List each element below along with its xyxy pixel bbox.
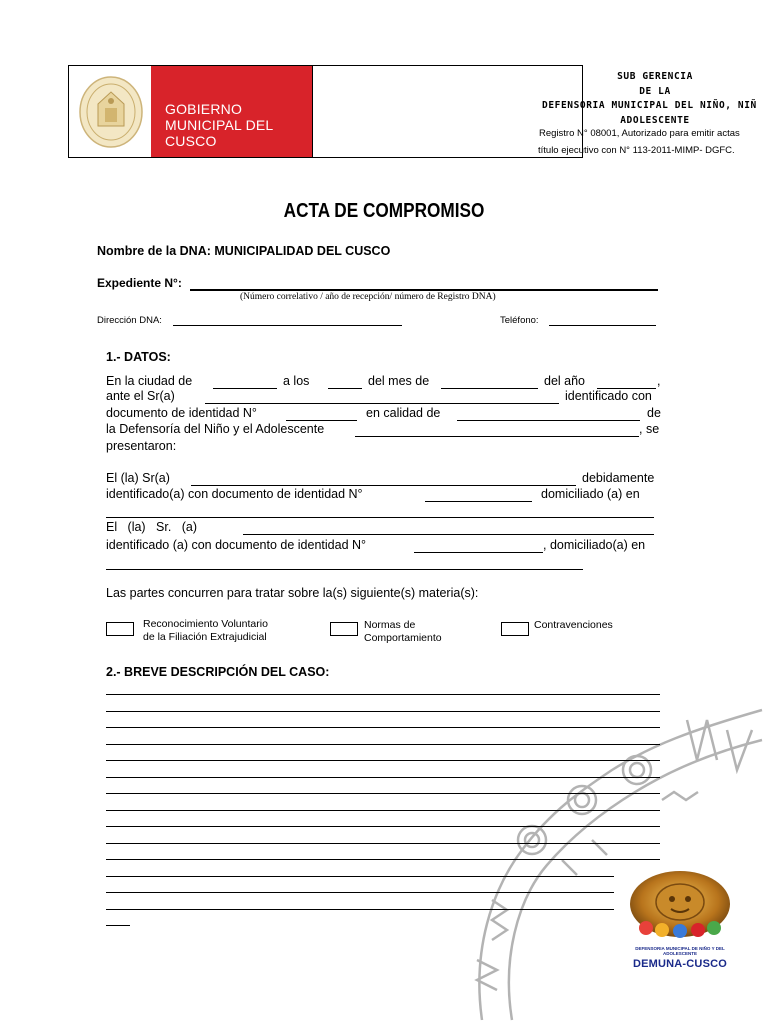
p1-text-de: de [647,406,661,420]
normas-checkbox[interactable] [330,622,358,636]
section-1-heading: 1.- DATOS: [106,350,171,364]
demuna-caption-small: DEFENSORIA MUNICIPAL DE NIÑO Y DEL ADOLESCENTE [635,946,725,956]
descripcion-line[interactable] [106,760,660,761]
nombre-dna: Nombre de la DNA: MUNICIPALIDAD DEL CUSCO [97,244,391,258]
descripcion-line[interactable] [106,909,614,910]
descripcion-line[interactable] [106,876,614,877]
expediente-label: Expediente N°: [97,276,182,290]
p1-text-identificado: identificado con [565,389,652,403]
p1-text-calidad: en calidad de [366,406,441,420]
decorative-pattern-icon [462,700,768,1024]
p3-text-domiciliado: , domiciliado(a) en [543,538,646,552]
p2-text-debidamente: debidamente [582,471,655,485]
telefono-field[interactable] [549,325,656,326]
normas-label [364,619,442,645]
direccion-label: Dirección DNA: [97,315,162,326]
descripcion-line[interactable] [106,810,660,811]
p1-text-ciudad: En la ciudad de [106,374,193,388]
telefono-label: Teléfono: [500,315,539,326]
contravenciones-label [534,619,613,632]
p1-text-alos: a los [283,374,310,388]
sub-gerencia-line-1: SUB GERENCIA [617,71,693,82]
demuna-logo [624,870,736,974]
mes-field[interactable] [441,388,538,389]
gov-line-2: MUNICIPAL DEL [165,117,274,133]
sub-gerencia-line-2: DE LA [639,85,671,97]
descripcion-line[interactable] [106,925,130,926]
expediente-note: (Número correlativo / año de recepción/ número de Registro DNA) [240,292,496,302]
parte2-domicilio-field[interactable] [106,569,583,570]
p2-text-sr: El (la) Sr(a) [106,471,170,485]
p1-text-ante: ante el Sr(a) [106,389,175,403]
reconocimiento-checkbox[interactable] [106,622,134,636]
descripcion-line[interactable] [106,892,614,893]
descripcion-line[interactable] [106,843,660,844]
municipal-seal-icon [78,74,144,150]
dia-field[interactable] [328,388,362,389]
descripcion-line[interactable] [106,777,660,778]
page-title: ACTA DE COMPROMISO [283,200,485,222]
materias-intro: Las partes concurren para tratar sobre la(s) siguiente(s) materia(s): [106,586,479,600]
reconocimiento-label [143,618,268,644]
parte1-nombre-field[interactable] [191,485,576,486]
descripcion-line[interactable] [106,744,660,745]
ciudad-field[interactable] [213,388,277,389]
demuna-caption: DEMUNA-CUSCO [632,958,728,970]
expediente-field[interactable] [190,289,658,291]
descripcion-line[interactable] [106,711,660,712]
p1-text-anio: del año [544,374,586,388]
reconocimiento-label-line-1: Reconocimiento Voluntario [143,618,268,630]
p1-text-se: , se [639,422,660,436]
reconocimiento-label-line-2: de la Filiación Extrajudicial [143,631,267,643]
sub-gerencia-line-4: ADOLESCENTE [620,114,690,126]
gov-line-3: CUSCO [165,133,217,149]
p2-text-identificado: identificado(a) con documento de identidad N° [106,487,363,501]
normas-label-line-1: Normas de [364,619,416,631]
header-divider [312,66,313,157]
comma-1: , [657,374,661,388]
normas-label-line-2: Comportamiento [364,632,442,644]
inti-sun-icon [624,870,736,946]
contravenciones-checkbox[interactable] [501,622,529,636]
p1-text-mes: del mes de [368,374,430,388]
direccion-field[interactable] [173,325,402,326]
section-2-heading: 2.- BREVE DESCRIPCIÓN DEL CASO: [106,665,330,679]
ante-nombre-field[interactable] [205,403,559,404]
parte1-domicilio-field[interactable] [106,517,654,518]
gobierno-municipal-banner [151,66,312,157]
p1-text-documento: documento de identidad N° [106,406,257,420]
gov-line-1: GOBIERNO [165,101,243,117]
descripcion-line[interactable] [106,694,660,695]
registro-line-2: título ejecutivo con N° 113-2011-MIMP- DGFC. [538,145,735,156]
defensoria-field[interactable] [355,436,639,437]
parte2-documento-field[interactable] [414,552,543,553]
sub-gerencia-line-3: DEFENSORIA MUNICIPAL DEL NIÑO, NIÑ [542,100,757,111]
calidad-field[interactable] [457,420,640,421]
sub-gerencia-title [500,70,768,128]
parte1-documento-field[interactable] [425,501,532,502]
descripcion-line[interactable] [106,727,660,728]
descripcion-line[interactable] [106,793,660,794]
p3-text-identificado: identificado (a) con documento de identidad N° [106,538,367,552]
registro-line-1: Registro N° 08001, Autorizado para emitir actas [539,128,740,139]
descripcion-line[interactable] [106,826,660,827]
p1-text-presentaron: presentaron: [106,439,177,453]
p1-text-defensoria: la Defensoría del Niño y el Adolescente [106,422,325,436]
ante-documento-field[interactable] [286,420,357,421]
p3-text-sr: El (la) Sr. (a) [106,520,197,534]
contravenciones-label-line-1: Contravenciones [534,619,613,631]
descripcion-line[interactable] [106,859,660,860]
parte2-nombre-field[interactable] [243,534,654,535]
p2-text-domiciliado: domiciliado (a) en [541,487,640,501]
